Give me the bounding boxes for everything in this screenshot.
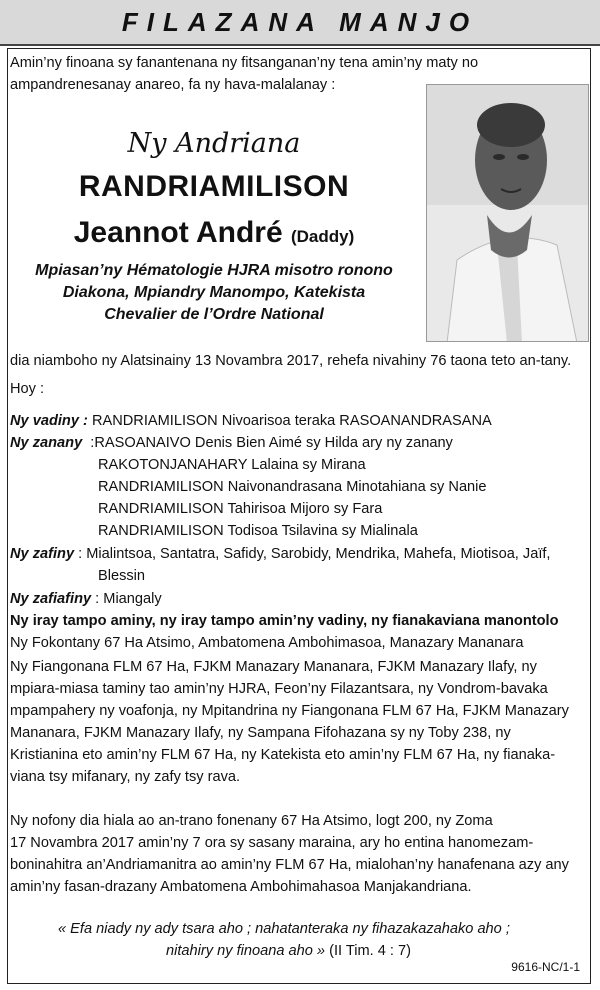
vadiny-value: RANDRIAMILISON Nivoarisoa teraka RASOANANDRASANA	[91, 413, 492, 429]
notice-header	[0, 0, 600, 46]
zafiafiny-value: : Miangaly	[95, 591, 162, 607]
vadiny-separator: :	[83, 413, 88, 429]
relatives-heading: Ny iray tampo aminy, ny iray tampo amin’ny vadiny, ny fianakaviana manontolo	[10, 613, 559, 629]
title-line-2: Diakona, Mpiandry Manompo, Katekista	[62, 284, 366, 301]
honorific: Ny Andriana	[127, 128, 301, 159]
quote-reference: (II Tim. 4 : 7)	[325, 943, 411, 959]
community-line-6: viana tsy mifanary, ny zafy tsy rava.	[10, 769, 241, 785]
title-line-3: Chevalier de l’Ordre National	[104, 306, 324, 323]
community-line-3: mpampahery ny voafonja, ny Mpitandrina ny Fiangonana FLM 67 Ha, FJKM Manazary	[10, 703, 569, 719]
zanany-row	[10, 432, 453, 454]
nickname: (Daddy)	[290, 227, 355, 246]
quote-line-1: « Efa niady ny ady tsara aho ; nahatanteraka ny fihazakazahako aho ;	[58, 921, 510, 937]
community-line-4: Mananara, FJKM Manazary Ilafy, ny Sampana Fifohazana sy ny Toby 238, ny	[10, 725, 511, 741]
zafiny-line-2: Blessin	[98, 568, 146, 584]
zanany-line-3: RANDRIAMILISON Naivonandrasana Minotahiana sy Nanie	[98, 479, 487, 495]
zafiny-line-1: : Mialintsoa, Santatra, Safidy, Sarobidy, Mendrika, Mahefa, Miotisoa, Jaïf,	[78, 546, 551, 562]
hoy-label: Hoy :	[10, 381, 45, 397]
portrait-image	[427, 85, 589, 342]
title-line-1: Mpiasan’ny Hématologie HJRA misotro ronono	[35, 262, 393, 279]
vadiny-label: Ny vadiny	[10, 413, 79, 429]
zanany-line-5: RANDRIAMILISON Todisoa Tsilavina sy Mialinala	[98, 523, 418, 539]
community-line-5: Kristianina eto amin’ny FLM 67 Ha, ny Katekista eto amin’ny FLM 67 Ha, ny fianaka-	[10, 747, 556, 763]
funeral-line-1: Ny nofony dia hiala ao an-trano fonenany 67 Ha Atsimo, logt 200, ny Zoma	[10, 813, 493, 829]
intro-text: Amin’ny finoana sy fanantenana ny fitsanganan’ny tena amin’ny maty no ampandrenesanay anareo, fa ny hava-malalanay :	[10, 55, 479, 93]
reference-code: 9616-NC/1-1	[511, 960, 580, 974]
zanany-line-1: :RASOANAIVO Denis Bien Aimé sy Hilda ary ny zanany	[90, 435, 453, 451]
death-notice: dia niamboho ny Alatsinainy 13 Novambra 2017, rehefa nivahiny 76 taona teto an-tany.	[10, 353, 572, 369]
deceased-given-names	[10, 216, 418, 250]
zanany-line-4: RANDRIAMILISON Tahirisoa Mijoro sy Fara	[98, 501, 383, 517]
zafiny-row	[10, 543, 551, 565]
funeral-line-3: boninahitra an’Andriamanitra ao amin’ny FLM 67 Ha, mialohan’ny hanafenana azy any	[10, 857, 569, 873]
deceased-surname: RANDRIAMILISON	[78, 170, 350, 203]
funeral-line-2: 17 Novambra 2017 amin’ny 7 ora sy sasany maraina, ary ho entina hanomezam-	[10, 835, 534, 851]
zafiafiny-row	[10, 588, 162, 610]
quote-text: nitahiry ny finoana aho »	[166, 943, 326, 959]
deceased-photo	[426, 84, 589, 342]
zafiny-label: Ny zafiny	[10, 546, 75, 562]
funeral-line-4: amin’ny fasan-drazany Ambatomena Ambohimahasoa Manjakandriana.	[10, 879, 472, 895]
given-names-text: Jeannot André	[73, 216, 283, 249]
notice-title: FILAZANA MANJO	[121, 6, 479, 37]
zanany-label: Ny zanany	[10, 435, 83, 451]
zanany-line-2: RAKOTONJANAHARY Lalaina sy Mirana	[98, 457, 366, 473]
community-line-1: Ny Fiangonana FLM 67 Ha, FJKM Manazary Mananara, FJKM Manazary Ilafy, ny	[10, 659, 537, 675]
quote-line-2	[166, 940, 411, 962]
vadiny-row	[10, 410, 492, 432]
community-line-2: mpiara-miasa taminy tao amin’ny HJRA, Feon’ny Filazantsara, ny Vondrom-bavaka	[10, 681, 548, 697]
zafiafiny-label: Ny zafiafiny	[10, 591, 92, 607]
fokontany-line: Ny Fokontany 67 Ha Atsimo, Ambatomena Ambohimasoa, Manazary Mananara	[10, 635, 524, 651]
